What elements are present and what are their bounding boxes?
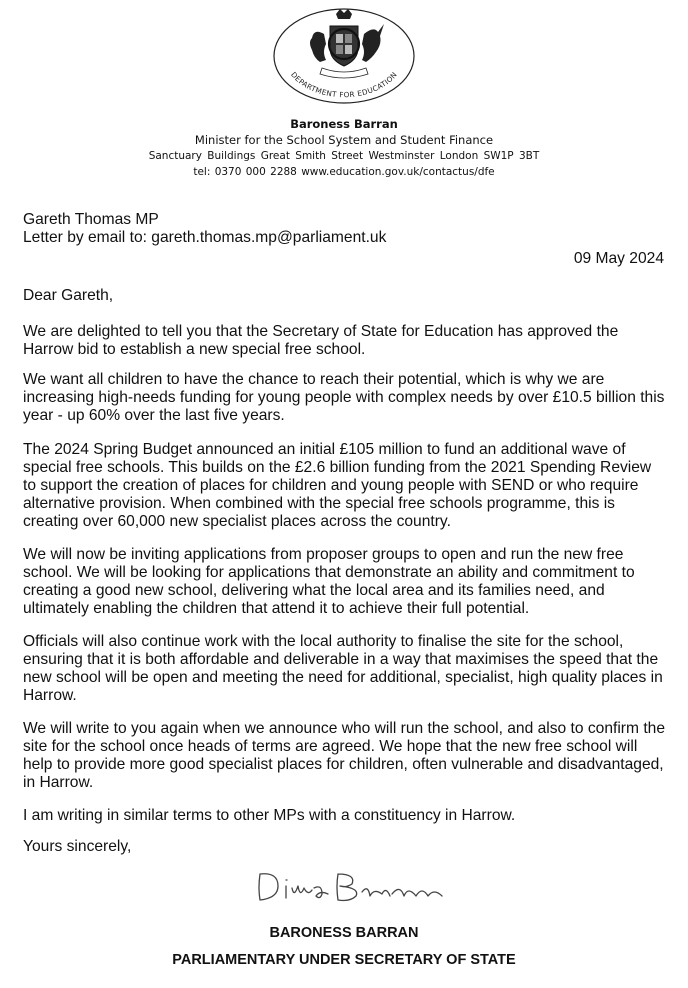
letterhead bbox=[0, 116, 688, 180]
paragraph-applications: We will now be inviting applications from proposer groups to open and run the new free school. We will be looking for applications that demonstrate an ability and commitment to creating a good new school, delivering what the local area and its families need, and ultimately enabling the children that attend it to achieve their full potential. bbox=[23, 546, 635, 617]
signatory-name: BARONESS BARRAN bbox=[269, 925, 419, 941]
paragraph-site: Officials will also continue work with the local authority to finalise the site for the school, ensuring that it is both affordable and deliverable in a way that maximises the speed that the new school will be open and meeting the need for additional, specialist, high quality places in Harrow. bbox=[23, 633, 663, 704]
signatory-title: PARLIAMENTARY UNDER SECRETARY OF STATE bbox=[172, 952, 516, 968]
royal-coat-of-arms-icon bbox=[270, 4, 418, 116]
recipient-email-line: Letter by email to: gareth.thomas.mp@parliament.uk bbox=[23, 229, 387, 246]
recipient-block bbox=[23, 211, 663, 247]
paragraph-approval: We are delighted to tell you that the Secretary of State for Education has approved the Harrow bid to establish a new special free school. bbox=[23, 323, 619, 358]
minister-name: Baroness Barran bbox=[290, 117, 398, 131]
signature-icon bbox=[252, 866, 462, 906]
crest-arc-text: DEPARTMENT FOR EDUCATION bbox=[289, 70, 399, 100]
letter-date: 09 May 2024 bbox=[573, 250, 664, 267]
paragraph-similar-terms: I am writing in similar terms to other MPs with a constituency in Harrow. bbox=[23, 807, 516, 824]
department-address: Sanctuary Buildings Great Smith Street Westminster London SW1P 3BT bbox=[148, 150, 540, 162]
paragraph-next-steps: We will write to you again when we announce who will run the school, and also to confirm the site for the school once heads of terms are agreed. We hope that the new free school will help to provide more good specialist places for children, often vulnerable and disadvantaged, in Harrow. bbox=[23, 720, 666, 791]
handwritten-signature bbox=[252, 866, 462, 906]
recipient-name: Gareth Thomas MP bbox=[23, 211, 159, 228]
department-crest-logo bbox=[270, 4, 418, 116]
closing: Yours sincerely, bbox=[23, 838, 132, 855]
paragraph-spring-budget: The 2024 Spring Budget announced an initial £105 million to fund an additional wave of special free schools. This builds on the £2.6 billion funding from the 2021 Spending Review to support the creation of places for children and young people with SEND or who require alternative provision. When combined with the special free schools programme, this is creating over 60,000 new specialist places across the country. bbox=[23, 441, 652, 530]
minister-role: Minister for the School System and Student Finance bbox=[194, 133, 494, 147]
salutation: Dear Gareth, bbox=[23, 287, 114, 304]
department-contact: tel: 0370 000 2288 www.education.gov.uk/contactus/dfe bbox=[193, 166, 495, 178]
paragraph-funding: We want all children to have the chance to reach their potential, which is why we are increasing high-needs funding for young people with complex needs by over £10.5 billion this year - up 60% over the last five years. bbox=[23, 371, 665, 424]
